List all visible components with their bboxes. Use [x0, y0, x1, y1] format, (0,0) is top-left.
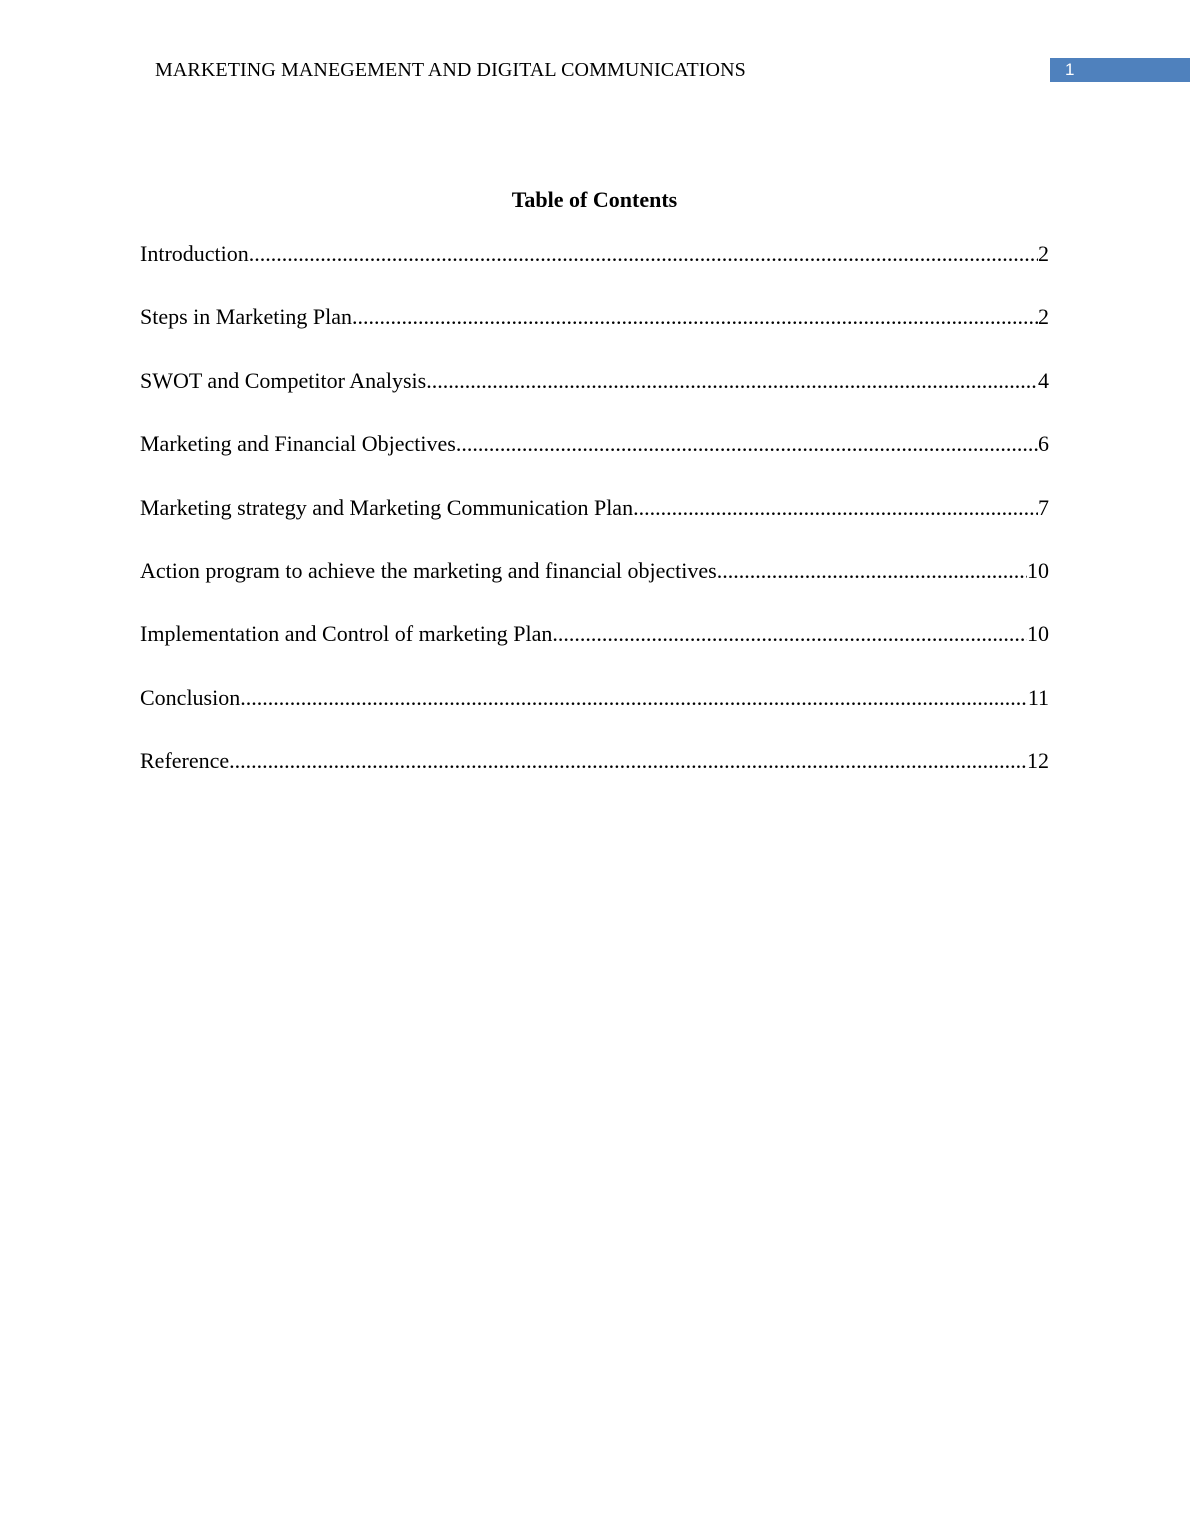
toc-entry-label: Marketing and Financial Objectives — [140, 431, 456, 457]
toc-dot-leader — [229, 746, 1027, 776]
toc-entry-page: 2 — [1038, 241, 1049, 266]
toc-entry-label: Steps in Marketing Plan — [140, 304, 353, 330]
toc-dot-leader — [352, 302, 1038, 332]
toc-entry-label: Reference — [140, 748, 230, 774]
toc-list — [140, 239, 1049, 776]
toc-entry-page: 10 — [1027, 621, 1049, 647]
toc-entry-page: 4 — [1038, 367, 1049, 393]
toc-entry-page: 7 — [1038, 494, 1049, 520]
toc-entry-page: 6 — [1038, 431, 1049, 457]
toc-entry-conclusion[interactable] — [140, 683, 1049, 713]
toc-entry-action-program[interactable] — [140, 556, 1049, 586]
toc-entry-label: Conclusion — [140, 684, 241, 710]
toc-dot-leader — [426, 366, 1038, 396]
toc-entry-swot-and-competitor-analysis[interactable] — [140, 366, 1049, 396]
page-number: 1 — [1065, 60, 1075, 79]
toc-entry-implementation-and-control[interactable] — [140, 619, 1049, 649]
page-header — [0, 0, 1190, 100]
toc-entry-marketing-strategy-and-communication-plan[interactable] — [140, 493, 1049, 523]
toc-dot-leader — [240, 683, 1028, 713]
toc-entry-marketing-and-financial-objectives[interactable] — [140, 429, 1049, 459]
toc-entry-label: Marketing strategy and Marketing Communication Plan — [140, 494, 634, 520]
toc-dot-leader — [249, 239, 1038, 269]
toc-entry-label: Implementation and Control of marketing Plan — [140, 621, 553, 647]
toc-entry-introduction[interactable] — [140, 239, 1049, 269]
toc-entry-page: 2 — [1038, 304, 1049, 330]
toc-entry-page: 11 — [1027, 684, 1049, 710]
toc-title: Table of Contents — [511, 187, 678, 212]
running-head: MARKETING MANEGEMENT AND DIGITAL COMMUNICATIONS — [155, 59, 746, 81]
toc-dot-leader — [456, 429, 1038, 459]
toc-dot-leader — [552, 619, 1027, 649]
toc-entry-page: 10 — [1027, 557, 1049, 583]
toc-entry-steps-in-marketing-plan[interactable] — [140, 302, 1049, 332]
toc-dot-leader — [633, 493, 1038, 523]
page-number-badge — [1050, 58, 1190, 82]
toc-entry-reference[interactable] — [140, 746, 1049, 776]
toc-dot-leader — [717, 556, 1027, 586]
toc-entry-page: 12 — [1027, 748, 1049, 774]
table-of-contents — [140, 185, 1049, 810]
toc-entry-label: Action program to achieve the marketing and financial objectives — [140, 557, 717, 583]
toc-entry-label: Introduction — [140, 241, 249, 266]
toc-entry-label: SWOT and Competitor Analysis — [140, 367, 427, 393]
